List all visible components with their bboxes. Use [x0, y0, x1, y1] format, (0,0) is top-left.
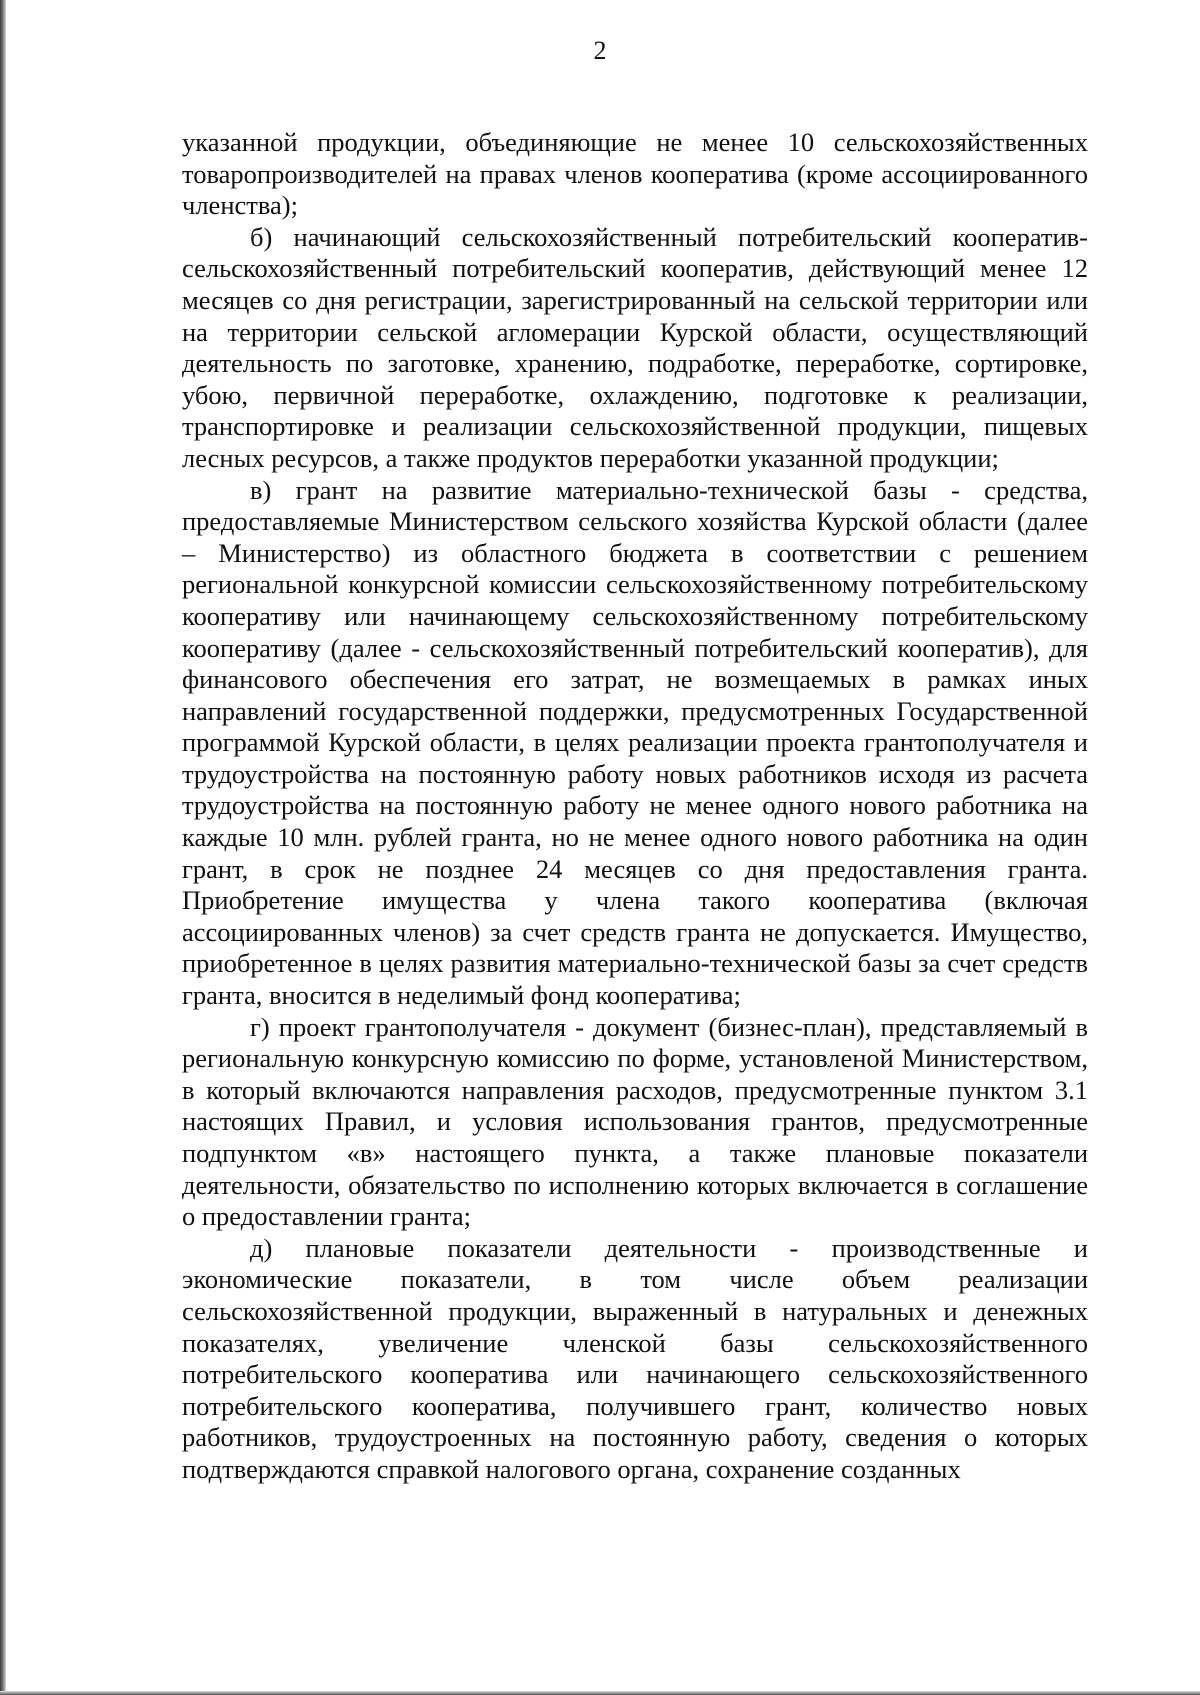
scan-edge-left: [0, 0, 6, 1695]
paragraph-item-d: д) плановые показатели деятельности - производственные и экономические показатели, в том числе объем реализации сельскохозяйственной продукции, выраженный в натуральных и денежных показателях, увеличение членской базы сельскохозяйственного потребительского кооператива или начинающего сельскохозяйственного потребительского кооператива, получившего грант, количество новых работников, трудоустроенных на постоянную работу, сведения о которых подтверждаются справкой налогового органа, сохранение созданных: [182, 1232, 1088, 1484]
scan-edge-bottom: [0, 1691, 1200, 1695]
page-number: 2: [593, 36, 607, 65]
paragraph-continuation: указанной продукции, объединяющие не менее 10 сельскохозяйственных товаропроизводителей на правах членов кооператива (кроме ассоциированного членства);: [182, 127, 1088, 221]
paragraph-item-v: в) грант на развитие материально-технической базы - средства, предоставляемые Министерством сельского хозяйства Курской области (далее – Министерство) из областного бюджета в соответствии с решением региональной конкурсной комиссии сельскохозяйственному потребительскому кооперативу или начинающему сельскохозяйственному потребительскому кооперативу (далее - сельскохозяйственный потребительский кооператив), для финансового обеспечения его затрат, не возмещаемых в рамках иных направлений государственной поддержки, предусмотренных Государственной программой Курской области, в целях реализации проекта грантополучателя и трудоустройства на постоянную работу новых работников исходя из расчета трудоустройства на постоянную работу не менее одного нового работника на каждые 10 млн. рублей гранта, но не менее одного нового работника на один грант, в срок не позднее 24 месяцев со дня предоставления гранта. Приобретение имущества у члена такого кооператива (включая ассоциированных членов) за счет средств гранта не допускается. Имущество, приобретенное в целях развития материально-технической базы за счет средств гранта, вносится в неделимый фонд кооператива;: [182, 474, 1088, 1011]
paragraph-item-g: г) проект грантополучателя - документ (бизнес-план), представляемый в региональную конкурсную комиссию по форме, установленой Министерством, в который включаются направления расходов, предусмотренные пунктом 3.1 настоящих Правил, и условия использования грантов, предусмотренные подпунктом «в» настоящего пункта, а также плановые показатели деятельности, обязательство по исполнению которых включается в соглашение о предоставлении гранта;: [182, 1011, 1088, 1232]
paragraph-item-b: б) начинающий сельскохозяйственный потребительский кооператив- сельскохозяйственный потребительский кооператив, действующий менее 12 месяцев со дня регистрации, зарегистрированный на сельской территории или на территории сельской агломерации Курской области, осуществляющий деятельность по заготовке, хранению, подработке, переработке, сортировке, убою, первичной переработке, охлаждению, подготовке к реализации, транспортировке и реализации сельскохозяйственной продукции, пищевых лесных ресурсов, а также продуктов переработки указанной продукции;: [182, 221, 1088, 473]
document-body: [182, 127, 1088, 1486]
